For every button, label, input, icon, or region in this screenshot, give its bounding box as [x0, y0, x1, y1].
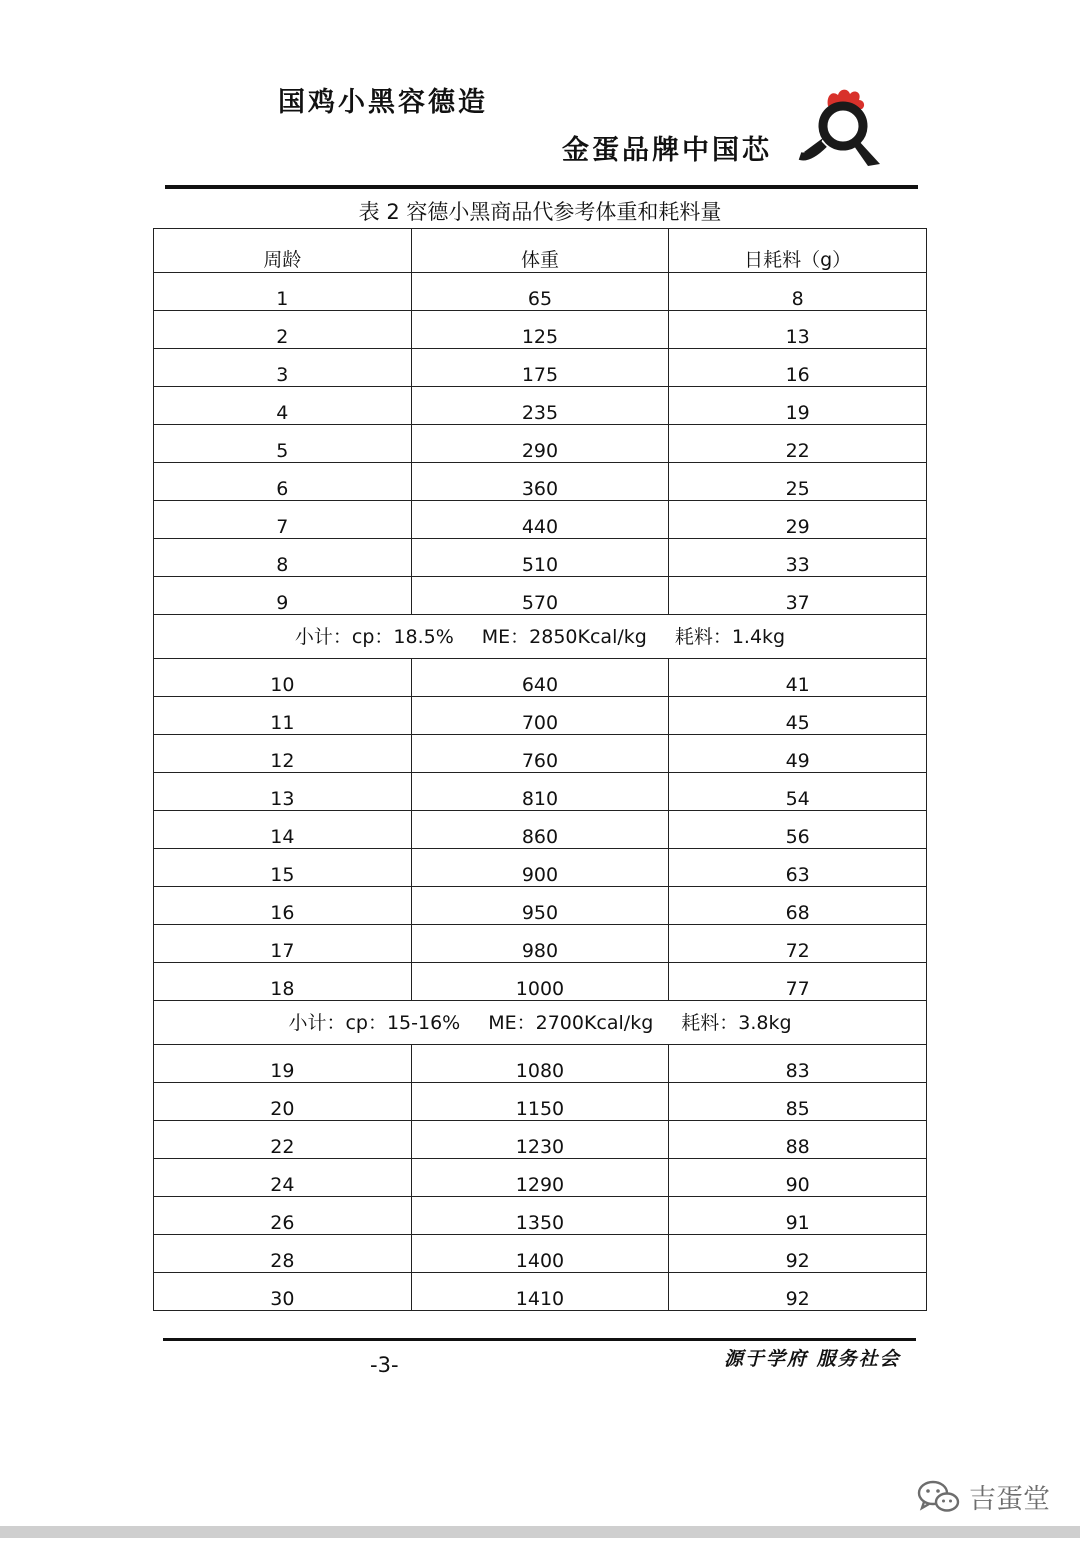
table-cell: 12: [154, 735, 412, 773]
table-cell: 290: [411, 425, 669, 463]
table-cell: 8: [669, 273, 927, 311]
table-row: [154, 1083, 927, 1121]
table-cell: 14: [154, 811, 412, 849]
table-cell: 92: [669, 1235, 927, 1273]
table-cell: 88: [669, 1121, 927, 1159]
table-cell: 760: [411, 735, 669, 773]
table-cell: 360: [411, 463, 669, 501]
header-rule: [165, 185, 918, 189]
table-cell: 1150: [411, 1083, 669, 1121]
footer-motto: 源于学府 服务社会: [724, 1348, 901, 1370]
table-row: [154, 501, 927, 539]
table-cell: 17: [154, 925, 412, 963]
bottom-bar: [0, 1526, 1080, 1538]
table-cell: 19: [154, 1045, 412, 1083]
table-cell: 10: [154, 659, 412, 697]
table-cell: 6: [154, 463, 412, 501]
watermark: [917, 1477, 1050, 1516]
table-cell: 91: [669, 1197, 927, 1235]
table-cell: 9: [154, 577, 412, 615]
table-cell: 1290: [411, 1159, 669, 1197]
table-cell: 45: [669, 697, 927, 735]
table-row: [154, 1159, 927, 1197]
table-cell: 90: [669, 1159, 927, 1197]
table-cell: 65: [411, 273, 669, 311]
footer-rule: [163, 1338, 916, 1341]
table-cell: 1410: [411, 1273, 669, 1311]
table-row: [154, 1045, 927, 1083]
table-row: [154, 577, 927, 615]
table-row: [154, 1273, 927, 1311]
table-cell: 92: [669, 1273, 927, 1311]
table-cell: 54: [669, 773, 927, 811]
table-row: [154, 1235, 927, 1273]
slogan-right: 金蛋品牌中国芯: [562, 135, 772, 166]
table-row: [154, 539, 927, 577]
rooster-logo-icon: [796, 86, 888, 168]
table-cell: 1230: [411, 1121, 669, 1159]
table-cell: 37: [669, 577, 927, 615]
subtotal-part: 耗料：3.8kg: [681, 1011, 792, 1034]
table-cell: 860: [411, 811, 669, 849]
table-cell: 19: [669, 387, 927, 425]
table-row: [154, 887, 927, 925]
table-cell: 13: [669, 311, 927, 349]
table-row: [154, 273, 927, 311]
table-row: [154, 311, 927, 349]
table-header-row: [154, 229, 927, 273]
table-cell: 235: [411, 387, 669, 425]
wechat-icon: [917, 1479, 961, 1515]
table-cell: 950: [411, 887, 669, 925]
table-cell: 22: [669, 425, 927, 463]
table-row: [154, 849, 927, 887]
table-cell: 810: [411, 773, 669, 811]
column-header: 日耗料（g）: [669, 229, 927, 273]
table-row: [154, 773, 927, 811]
table-cell: 83: [669, 1045, 927, 1083]
column-header: 体重: [411, 229, 669, 273]
table-cell: 510: [411, 539, 669, 577]
subtotal-row: [154, 615, 927, 659]
page-number: -3-: [370, 1353, 399, 1377]
table-row: [154, 735, 927, 773]
table-cell: 68: [669, 887, 927, 925]
table-cell: 77: [669, 963, 927, 1001]
subtotal-part: 小计：cp：15-16%: [288, 1011, 461, 1034]
subtotal-cell: [154, 1001, 927, 1045]
table-row: [154, 963, 927, 1001]
table-cell: 16: [154, 887, 412, 925]
table-cell: 28: [154, 1235, 412, 1273]
table-cell: 175: [411, 349, 669, 387]
table-cell: 18: [154, 963, 412, 1001]
table-cell: 49: [669, 735, 927, 773]
table-cell: 1: [154, 273, 412, 311]
table-cell: 15: [154, 849, 412, 887]
table-cell: 1080: [411, 1045, 669, 1083]
table-cell: 125: [411, 311, 669, 349]
table-row: [154, 463, 927, 501]
table-title: 表 2 容德小黑商品代参考体重和耗料量: [358, 200, 722, 224]
table-cell: 29: [669, 501, 927, 539]
table-cell: 16: [669, 349, 927, 387]
table-row: [154, 349, 927, 387]
weight-feed-table: [153, 228, 927, 1311]
table-cell: 3: [154, 349, 412, 387]
table-cell: 13: [154, 773, 412, 811]
table-cell: 72: [669, 925, 927, 963]
subtotal-row: [154, 1001, 927, 1045]
subtotal-cell: [154, 615, 927, 659]
table-row: [154, 697, 927, 735]
slogan-left: 国鸡小黑容德造: [278, 87, 488, 118]
table-cell: 63: [669, 849, 927, 887]
table-row: [154, 425, 927, 463]
table-cell: 700: [411, 697, 669, 735]
table-cell: 640: [411, 659, 669, 697]
table-cell: 20: [154, 1083, 412, 1121]
table-cell: 33: [669, 539, 927, 577]
table-cell: 25: [669, 463, 927, 501]
table-row: [154, 659, 927, 697]
watermark-text: 吉蛋堂: [969, 1484, 1050, 1515]
table-cell: 570: [411, 577, 669, 615]
table-row: [154, 1197, 927, 1235]
table-row: [154, 1121, 927, 1159]
table-row: [154, 387, 927, 425]
table-cell: 85: [669, 1083, 927, 1121]
table-cell: 30: [154, 1273, 412, 1311]
table-cell: 7: [154, 501, 412, 539]
table-cell: 41: [669, 659, 927, 697]
table-cell: 24: [154, 1159, 412, 1197]
table-cell: 11: [154, 697, 412, 735]
table-cell: 980: [411, 925, 669, 963]
table-cell: 1400: [411, 1235, 669, 1273]
table-cell: 56: [669, 811, 927, 849]
table-cell: 1350: [411, 1197, 669, 1235]
table-row: [154, 811, 927, 849]
subtotal-part: ME：2850Kcal/kg: [481, 625, 647, 648]
table-cell: 900: [411, 849, 669, 887]
table-cell: 4: [154, 387, 412, 425]
table-cell: 26: [154, 1197, 412, 1235]
table-row: [154, 925, 927, 963]
table-cell: 440: [411, 501, 669, 539]
column-header: 周龄: [154, 229, 412, 273]
table-cell: 1000: [411, 963, 669, 1001]
table-cell: 8: [154, 539, 412, 577]
table-cell: 22: [154, 1121, 412, 1159]
subtotal-part: 耗料：1.4kg: [674, 625, 786, 648]
table-cell: 5: [154, 425, 412, 463]
subtotal-part: ME：2700Kcal/kg: [488, 1011, 654, 1034]
table-cell: 2: [154, 311, 412, 349]
subtotal-part: 小计：cp：18.5%: [294, 625, 454, 648]
